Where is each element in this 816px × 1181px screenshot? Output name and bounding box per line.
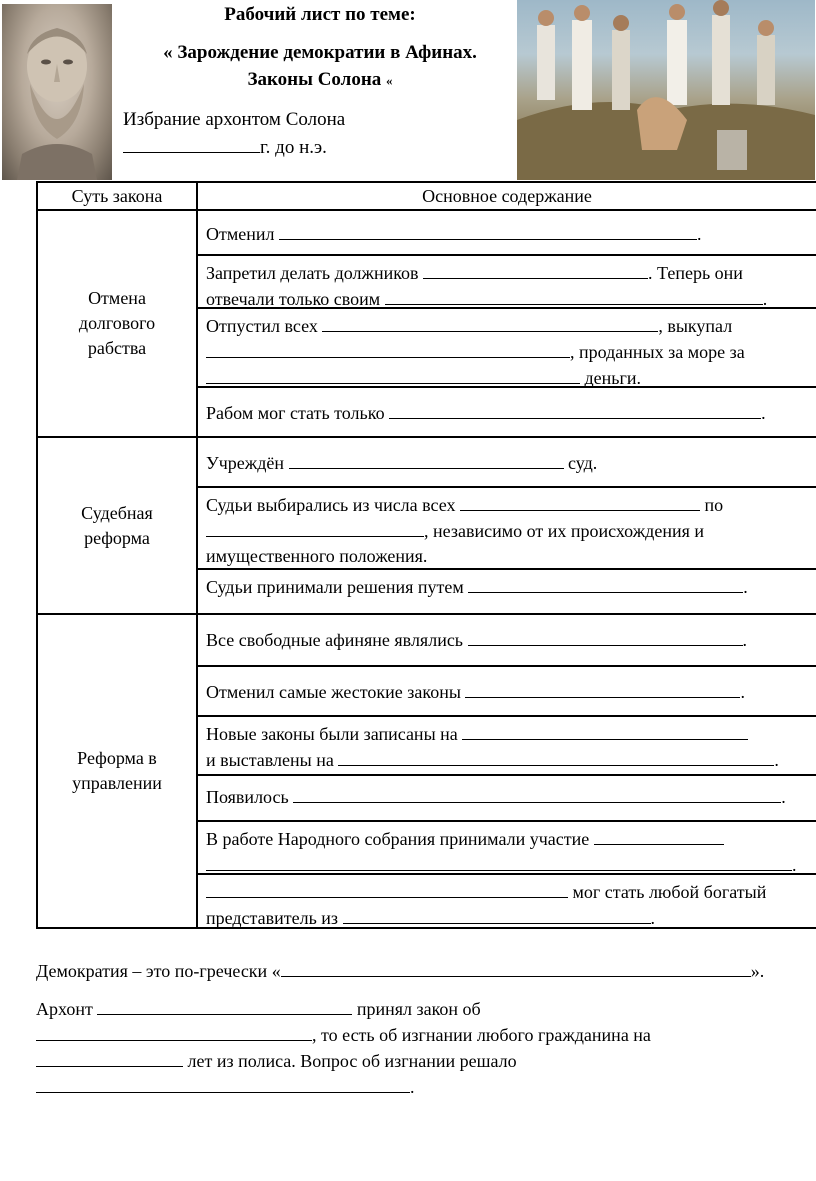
assembly-fresco-image: [517, 0, 815, 180]
table-row: Появилось .: [198, 776, 816, 822]
answer-blank[interactable]: [462, 721, 748, 740]
election-label: Избрание архонтом Солона: [123, 109, 346, 130]
group-label-judicial-reform: Судебная реформа: [37, 437, 197, 614]
answer-blank[interactable]: [36, 1022, 312, 1041]
answer-blank[interactable]: [468, 574, 743, 593]
answer-blank[interactable]: [206, 365, 580, 384]
answer-blank[interactable]: [322, 313, 658, 332]
table-row: Учреждён суд.: [198, 438, 816, 488]
archon-line: Архонт принял закон об: [36, 996, 481, 1022]
answer-blank[interactable]: [594, 826, 724, 845]
answer-blank[interactable]: [97, 996, 352, 1015]
answer-blank[interactable]: [36, 1074, 410, 1093]
group-label-governance-reform: Реформа в управлении: [37, 614, 197, 928]
group-label-debt-slavery: Отмена долгового рабства: [37, 210, 197, 437]
answer-blank[interactable]: [279, 221, 697, 240]
answer-blank[interactable]: [460, 492, 700, 511]
answer-blank[interactable]: [385, 286, 763, 305]
answer-blank[interactable]: [423, 260, 648, 279]
answer-blank[interactable]: [465, 679, 740, 698]
laws-table: [36, 181, 816, 929]
table-row: мог стать любой богатый представитель из .: [198, 875, 816, 927]
table-row: Отменил самые жестокие законы .: [198, 667, 816, 717]
answer-blank[interactable]: [289, 450, 564, 469]
table-row: Рабом мог стать только .: [198, 388, 816, 436]
table-row: Отпустил всех , выкупал , проданных за море за деньги.: [198, 309, 816, 388]
years-line: лет из полиса. Вопрос об изгнании решало: [36, 1048, 517, 1074]
title-line-2: « Зарождение демократии в Афинах.: [163, 42, 477, 63]
column-header-content: Основное содержание: [197, 182, 816, 210]
table-row: Запретил делать должников . Теперь они отвечали только своим .: [198, 256, 816, 309]
title-line-1: Рабочий лист по теме:: [224, 4, 416, 25]
table-row: Судьи принимали решения путем .: [198, 570, 816, 613]
democracy-line: Демократия – это по-гречески « ».: [36, 958, 764, 984]
answer-blank[interactable]: [293, 784, 781, 803]
answer-blank[interactable]: [281, 958, 751, 977]
answer-blank[interactable]: [206, 852, 792, 871]
table-row: В работе Народного собрания принимали участие .: [198, 822, 816, 875]
table-row: Судьи выбирались из числа всех по , независимо от их происхождения и имущественного положения.: [198, 488, 816, 570]
answer-blank[interactable]: [206, 879, 568, 898]
title-line-3: Законы Солона «: [247, 69, 393, 90]
date-blank[interactable]: [123, 134, 260, 153]
answer-blank[interactable]: [338, 747, 774, 766]
table-row: Отменил .: [198, 211, 816, 256]
group-content-judicial-reform: [197, 437, 816, 614]
answer-blank[interactable]: [206, 518, 424, 537]
answer-blank[interactable]: [389, 400, 761, 419]
group-content-debt-slavery: [197, 210, 816, 437]
answer-blank[interactable]: [343, 905, 651, 924]
exile-line: , то есть об изгнании любого гражданина на: [36, 1022, 651, 1048]
answer-blank[interactable]: [468, 627, 743, 646]
table-row: Новые законы были записаны на и выставлены на .: [198, 717, 816, 776]
group-content-governance-reform: [197, 614, 816, 928]
solon-bust-image: [2, 4, 112, 180]
election-block: [123, 106, 345, 162]
answer-blank[interactable]: [36, 1048, 183, 1067]
election-date-line: г. до н.э.: [123, 134, 345, 162]
column-header-essence: Суть закона: [37, 182, 197, 210]
decided-line: .: [36, 1074, 415, 1100]
table-row: Все свободные афиняне являлись .: [198, 615, 816, 667]
answer-blank[interactable]: [206, 339, 570, 358]
